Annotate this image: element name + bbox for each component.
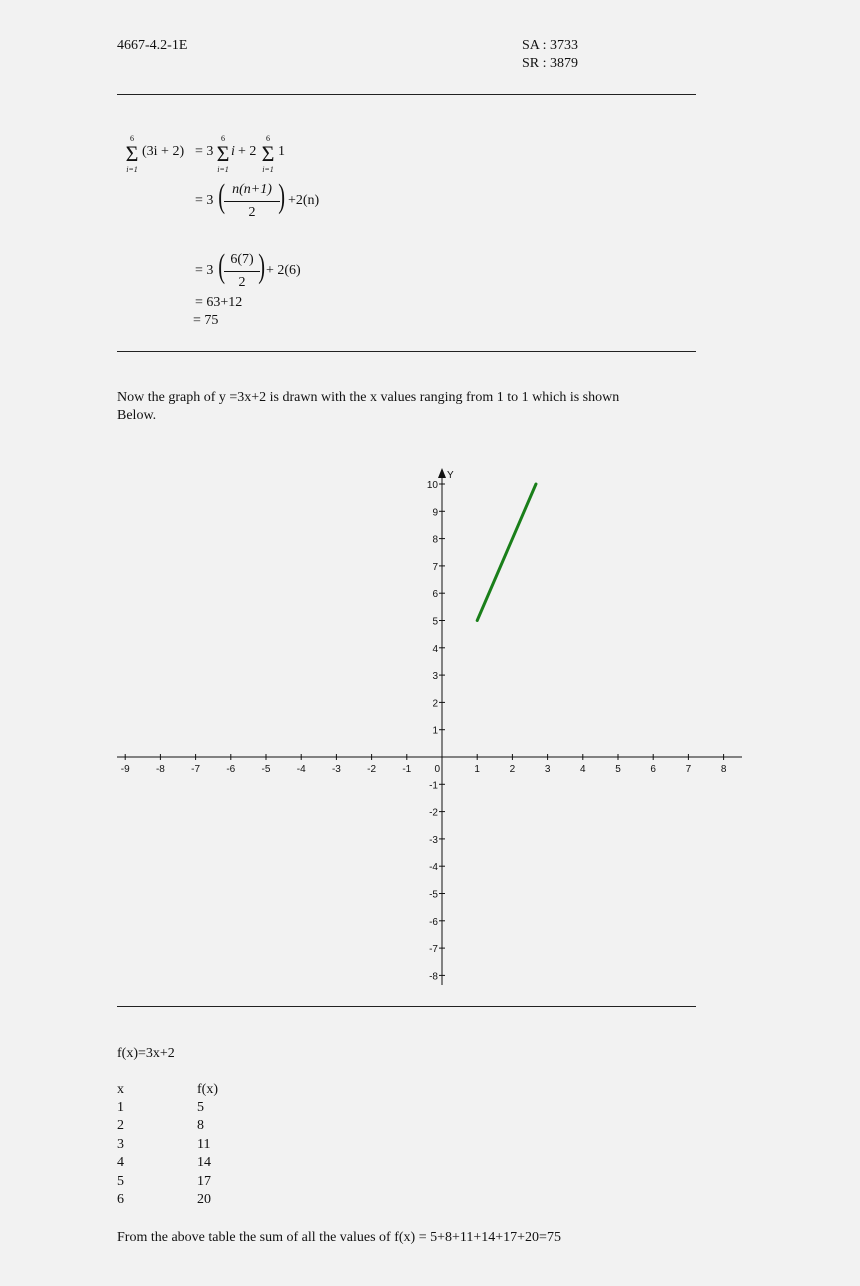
x-tick-label: -7: [191, 764, 201, 775]
sum-term-one: 1: [278, 144, 285, 159]
sum-lower-limit: i=1: [262, 165, 274, 174]
sigma-symbol: Σ: [125, 141, 139, 166]
x-tick-label: 8: [720, 764, 727, 775]
y-tick-label: 3: [432, 671, 438, 683]
x-tick-label: 4: [580, 764, 586, 775]
y-tick-label: 1: [432, 725, 438, 737]
y-tick-label: 2: [432, 698, 438, 710]
x-tick-label: 0: [434, 764, 440, 775]
fraction-numerator: 6(7): [230, 252, 254, 267]
y-tick-label: 4: [432, 643, 438, 655]
description-line-2: Below.: [117, 408, 157, 423]
y-axis-label: Y: [447, 470, 454, 481]
right-paren: ): [278, 178, 286, 215]
table-cell-fx: 17: [197, 1173, 211, 1189]
sigma-symbol: Σ: [261, 141, 275, 166]
x-tick-label: 3: [544, 764, 551, 775]
sum-body: (3i + 2): [142, 144, 185, 159]
sum-lower-limit: i=1: [217, 165, 229, 174]
fraction-denominator: 2: [248, 205, 256, 220]
document-code: 4667-4.2-1E: [117, 38, 188, 53]
function-label: f(x)=3x+2: [117, 1046, 175, 1061]
x-tick-label: 6: [650, 764, 656, 775]
table-cell-fx: 11: [197, 1136, 211, 1152]
sum-step: = 63+12: [195, 295, 243, 310]
description-line-1: Now the graph of y =3x+2 is drawn with the x values ranging from 1 to 1 which is shown: [117, 390, 620, 405]
table-cell-x: 3: [117, 1136, 124, 1152]
table-cell-fx: 14: [197, 1155, 211, 1171]
y-tick-label: 10: [426, 480, 438, 491]
plus-two-six: + 2(6): [266, 263, 301, 278]
x-tick-label: 5: [615, 764, 621, 775]
y-tick-label: -6: [429, 916, 438, 928]
table-header-fx: f(x): [197, 1082, 218, 1097]
divider: [117, 1006, 696, 1007]
table-header-x: x: [117, 1082, 124, 1097]
left-paren: (: [218, 178, 226, 215]
y-tick-label: -1: [429, 780, 438, 792]
x-tick-label: -6: [226, 764, 236, 775]
sigma-symbol: Σ: [216, 141, 230, 166]
table-cell-x: 6: [117, 1192, 124, 1207]
table-cell-x: 2: [117, 1118, 124, 1134]
y-axis-arrow-icon: [438, 468, 446, 478]
y-tick-label: -8: [429, 971, 438, 983]
sum-upper-limit: 6: [221, 134, 225, 143]
y-tick-label: 9: [432, 507, 438, 519]
equals-three: = 3: [195, 263, 214, 278]
sum-upper-limit: 6: [130, 134, 134, 143]
table-cell-fx: 5: [197, 1100, 204, 1115]
x-tick-label: -3: [331, 764, 341, 775]
fraction-denominator: 2: [238, 275, 246, 290]
x-tick-label: -4: [296, 764, 306, 775]
equals-three: = 3: [195, 193, 214, 208]
y-tick-label: -3: [429, 834, 438, 846]
table-cell-fx: 20: [197, 1192, 211, 1207]
sum-upper-limit: 6: [266, 134, 270, 143]
function-line: [477, 484, 536, 621]
y-tick-label: -2: [429, 807, 438, 819]
table-cell-x: 5: [117, 1173, 124, 1189]
y-tick-label: -5: [429, 889, 438, 901]
fraction-numerator: n(n+1): [232, 182, 272, 197]
y-tick-label: 7: [432, 561, 438, 573]
x-tick-label: 7: [685, 764, 692, 775]
y-tick-label: -7: [429, 944, 438, 956]
sum-result: = 75: [193, 313, 219, 328]
y-tick-label: 6: [432, 589, 438, 601]
sum-term-i: i: [231, 144, 235, 159]
plus-two: + 2: [238, 144, 257, 159]
x-tick-label: 2: [509, 764, 516, 775]
table-cell-x: 4: [117, 1155, 124, 1171]
x-tick-label: -8: [155, 764, 165, 775]
sr-value: SR : 3879: [522, 56, 579, 71]
x-tick-label: -5: [261, 764, 271, 775]
plus-two-n: +2(n): [288, 193, 320, 208]
x-tick-label: 1: [474, 764, 480, 775]
table-cell-x: 1: [117, 1100, 124, 1115]
y-tick-label: 8: [432, 534, 438, 546]
y-tick-label: -4: [429, 862, 438, 874]
y-tick-label: 5: [432, 616, 438, 628]
conclusion-text: From the above table the sum of all the values of f(x) = 5+8+11+14+17+20=75: [117, 1230, 561, 1245]
left-paren: (: [218, 248, 226, 285]
sum-lower-limit: i=1: [126, 165, 138, 174]
x-tick-label: -9: [120, 764, 130, 775]
table-cell-fx: 8: [197, 1118, 204, 1134]
x-tick-label: -2: [367, 764, 377, 775]
x-tick-label: -1: [402, 764, 412, 775]
sa-value: SA : 3733: [522, 38, 579, 53]
equals-three: = 3: [195, 144, 214, 159]
right-paren: ): [258, 248, 266, 285]
